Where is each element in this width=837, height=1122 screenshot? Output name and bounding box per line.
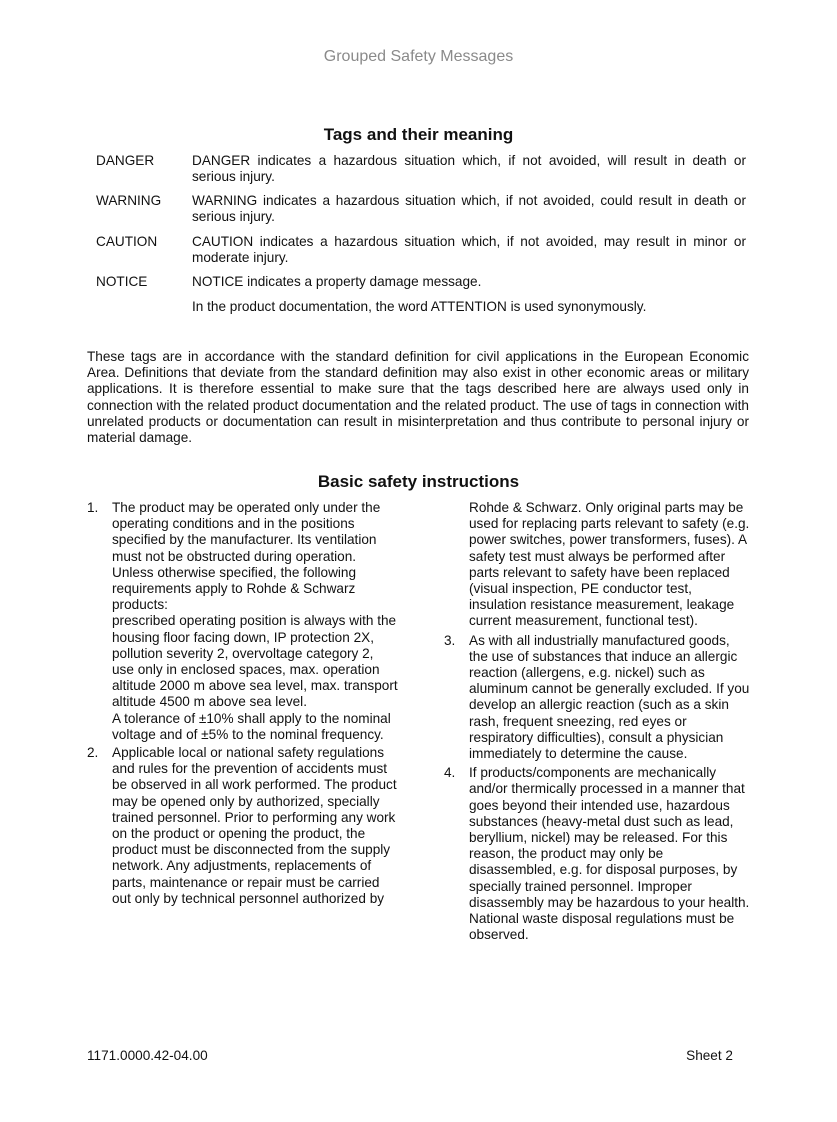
- tag-name: NOTICE: [96, 274, 148, 289]
- list-item: [87, 500, 399, 743]
- list-number: 1.: [87, 500, 99, 515]
- list-item: [444, 633, 750, 763]
- basic-safety-heading: Basic safety instructions: [317, 472, 520, 491]
- tag-description: CAUTION indicates a hazardous situation which, if not avoided, may result in minor or moderate injury.: [192, 234, 746, 265]
- list-item: [444, 765, 750, 943]
- tag-description: NOTICE indicates a property damage message.: [192, 274, 482, 289]
- tags-heading: Tags and their meaning: [323, 125, 514, 144]
- tags-list: [96, 153, 746, 315]
- right-column: [444, 500, 750, 943]
- list-text: As with all industrially manufactured goods, the use of substances that induce an allergic reaction (allergens, e.g. nickel) such as aluminum cannot be generally excluded. If you develop an allergic reaction (such as a skin rash, frequent sneezing, red eyes or respiratory difficulties), consult a physician immediately to determine the cause.: [469, 632, 750, 762]
- list-text: Applicable local or national safety regulations and rules for the prevention of accidents must be observed in all work performed. The product may be opened only by authorized, specially trained personnel. Prior to performing any work on the product or opening the product, the product must be disconnected from the supply network. Any adjustments, replacements of parts, maintenance or repair must be carried out only by technical personnel authorized by: [112, 745, 397, 906]
- tag-name: CAUTION: [96, 234, 158, 249]
- list-number: 3.: [444, 632, 456, 648]
- footer-sheet: Sheet 2: [686, 1048, 733, 1063]
- footer-doc-number: 1171.0000.42-04.00: [87, 1048, 208, 1063]
- list-text: prescribed operating position is always with the housing floor facing down, IP protection 2X, pollution severity 2, overvoltage category 2, use only in enclosed spaces, max. operation altitude 2000 m above sea level, max. transport altitude 4500 m above sea level.: [112, 613, 398, 710]
- tag-name: DANGER: [96, 153, 155, 168]
- attention-note-row: [96, 299, 746, 315]
- tag-row: [96, 153, 746, 185]
- tag-row: [96, 234, 746, 266]
- tags-standard-paragraph: These tags are in accordance with the standard definition for civil applications in the European Economic Area. Definitions that deviate from the standard definition may also exist in other economic areas or military applications. It is therefore essential to make sure that the tags described here are always used only in connection with the related product documentation and the related product. The use of tags in connection with unrelated products or documentation can result in misinterpretation and thus contribute to personal injury or material damage.: [87, 349, 749, 446]
- left-column: [87, 500, 399, 907]
- list-text: If products/components are mechanically and/or thermically processed in a manner that goes beyond their intended use, hazardous substances (heavy-metal dust such as lead, beryllium, nickel) may be released. For this reason, the product may only be disassembled, e.g. for disposal purposes, by specially trained personnel. Improper disassembly may be hazardous to your health. National waste disposal regulations must be observed.: [469, 765, 750, 943]
- attention-note: In the product documentation, the word ATTENTION is used synonymously.: [192, 299, 647, 314]
- tag-row: [96, 193, 746, 225]
- tag-description: WARNING indicates a hazardous situation which, if not avoided, could result in death or serious injury.: [192, 193, 746, 224]
- page-header-title: Grouped Safety Messages: [323, 48, 514, 65]
- list-item-continuation: [444, 500, 750, 630]
- list-text: Rohde & Schwarz. Only original parts may be used for replacing parts relevant to safety (e.g. power switches, power transformers, fuses). A safety test must always be performed after parts relevant to safety have been replaced (visual inspection, PE conductor test, insulation resistance measurement, leakage current measurement, functional test).: [469, 500, 750, 629]
- list-text: The product may be operated only under the operating conditions and in the positions specified by the manufacturer. Its ventilation must not be obstructed during operation. Unless otherwise specified, the following requirements apply to Rohde & Schwarz products:: [112, 500, 381, 613]
- tag-description: DANGER indicates a hazardous situation which, if not avoided, will result in death or serious injury.: [192, 153, 746, 184]
- list-number: 4.: [444, 765, 456, 781]
- tag-name: WARNING: [96, 193, 162, 208]
- list-number: 2.: [87, 745, 99, 761]
- list-item: [87, 745, 399, 907]
- tag-row: [96, 274, 746, 290]
- list-text: A tolerance of ±10% shall apply to the nominal voltage and of ±5% to the nominal frequency.: [112, 710, 391, 742]
